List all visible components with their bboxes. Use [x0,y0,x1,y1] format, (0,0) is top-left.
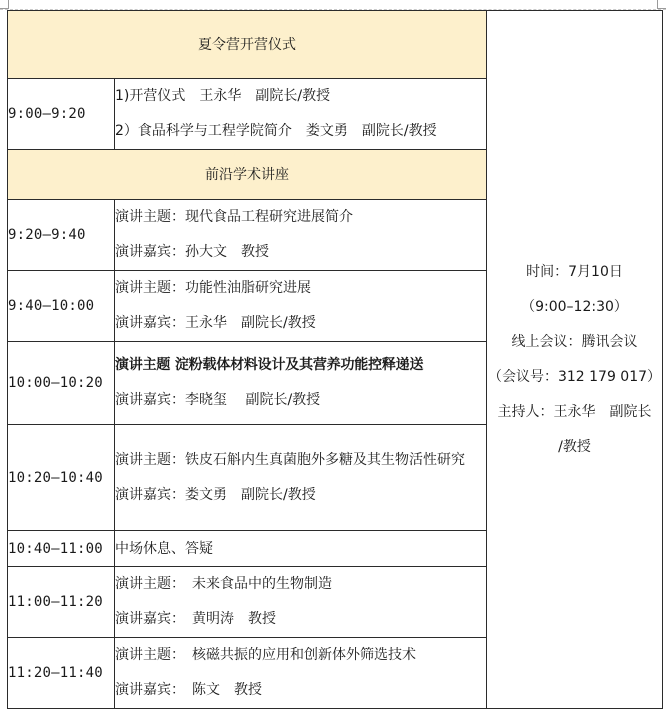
opening-section-title: 夏令营开营仪式 [8,11,487,79]
host: 主持人：王永华 副院长 [497,403,652,420]
page-corner-mark-right [657,0,666,9]
host-title-cont: /教授 [558,438,591,455]
event-hours: （9:00–12:30） [521,298,628,315]
lecture-topic: 演讲主题： 未来食品中的生物制造 [115,576,332,592]
content-cell [115,425,487,531]
content-cell [115,638,487,709]
content-cell [115,342,487,425]
content-cell [115,271,487,342]
time-cell: 9:00–9:20 [8,79,115,150]
lecture-topic: 演讲主题：铁皮石斛内生真菌胞外多糖及其生物活性研究 [115,451,465,468]
time-cell: 11:00–11:20 [8,567,115,638]
time-cell: 9:20–9:40 [8,200,115,271]
event-date: 时间：7月10日 [526,263,623,280]
lecture-topic: 演讲主题 淀粉载体材料设计及其营养功能控释递送 [115,357,424,373]
meeting-platform: 线上会议：腾讯会议 [511,333,638,350]
lecture-speaker: 演讲嘉宾：李晓玺 副院长/教授 [115,392,321,408]
time-cell: 10:00–10:20 [8,342,115,425]
document-top-rule [0,0,666,10]
content-cell [115,567,487,638]
event-info-panel [487,11,663,709]
break-cell: 中场休息、答疑 [115,531,487,567]
lecture-speaker: 演讲嘉宾：孙大文 教授 [115,244,269,260]
time-cell: 10:20–10:40 [8,425,115,531]
schedule-table [7,10,663,709]
lecture-topic: 演讲主题： 核磁共振的应用和创新体外筛选技术 [115,647,416,663]
content-cell [115,79,487,150]
opening-item: 2）食品科学与工程学院简介 娄文勇 副院长/教授 [115,123,437,139]
content-cell [115,200,487,271]
lectures-section-title: 前沿学术讲座 [8,150,487,200]
lecture-speaker: 演讲嘉宾：王永华 副院长/教授 [115,315,316,331]
lecture-speaker: 演讲嘉宾：娄文勇 副院长/教授 [115,486,316,503]
time-cell: 9:40–10:00 [8,271,115,342]
time-cell: 10:40–11:00 [8,531,115,567]
meeting-id: （会议号：312 179 017） [487,368,662,385]
opening-item: 1)开营仪式 王永华 副院长/教授 [115,88,331,104]
lecture-speaker: 演讲嘉宾： 黄明涛 教授 [115,611,276,627]
lecture-speaker: 演讲嘉宾： 陈文 教授 [115,682,262,698]
page-corner-mark-left [0,0,9,9]
lecture-topic: 演讲主题：现代食品工程研究进展简介 [115,209,353,225]
lecture-topic: 演讲主题：功能性油脂研究进展 [115,280,311,296]
time-cell: 11:20–11:40 [8,638,115,709]
opening-section-row [8,11,663,79]
